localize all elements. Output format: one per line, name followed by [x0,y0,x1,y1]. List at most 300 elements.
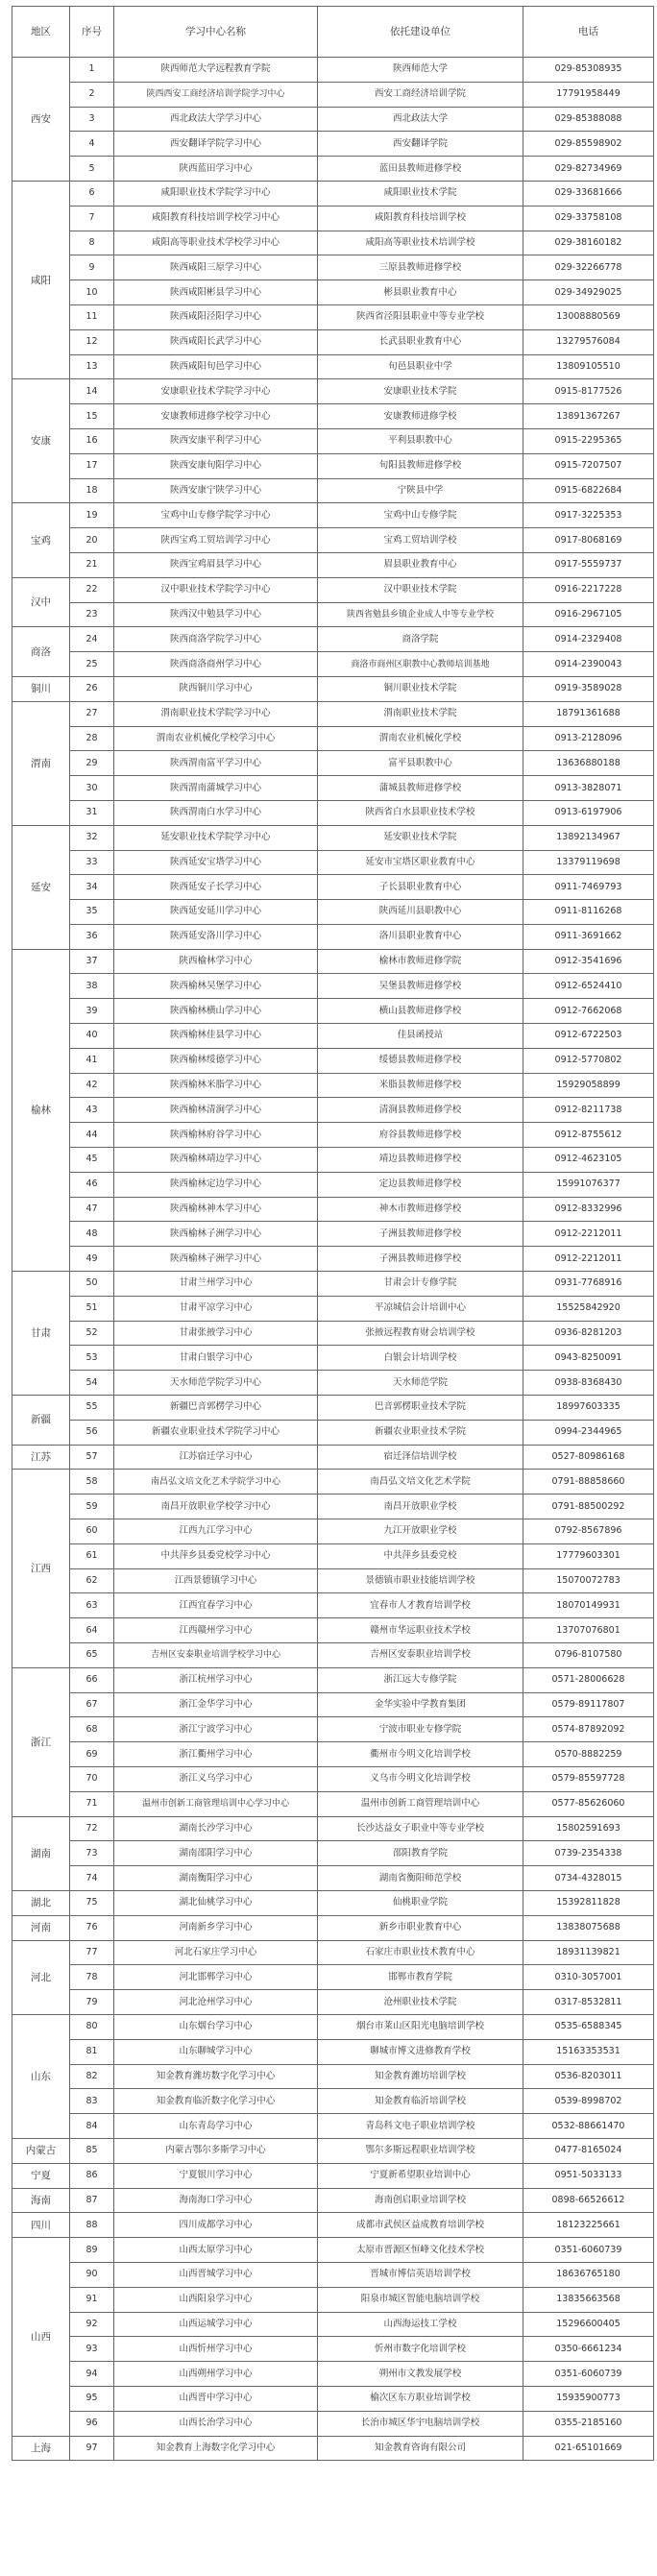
center-name: 陕西榆林绥德学习中心 [114,1048,318,1073]
row-number: 45 [70,1148,114,1173]
row-number: 58 [70,1470,114,1495]
phone-number: 0913-6197906 [523,800,654,825]
center-name: 陕西渭南富平学习中心 [114,751,318,776]
table-row [12,58,654,83]
phone-number: 0912-8332996 [523,1197,654,1222]
phone-number: 13835663568 [523,2287,654,2312]
host-unit: 吴堡县教师进修学校 [318,974,523,999]
host-unit: 渭南农业机械化学校 [318,726,523,751]
row-number: 50 [70,1272,114,1297]
phone-number: 13809105510 [523,354,654,379]
table-row [12,850,654,875]
row-number: 41 [70,1048,114,1073]
row-number: 76 [70,1915,114,1940]
row-number: 27 [70,701,114,726]
host-unit: 九江开放职业学校 [318,1519,523,1544]
host-unit: 仙桃职业学院 [318,1890,523,1915]
phone-number: 029-33758108 [523,206,654,231]
phone-number: 0912-8211738 [523,1098,654,1123]
table-row [12,701,654,726]
center-name: 陕西渭南蒲城学习中心 [114,776,318,801]
table-row [12,949,654,974]
phone-number: 0917-8068169 [523,528,654,553]
row-number: 63 [70,1593,114,1618]
center-name: 山西晋中学习中心 [114,2386,318,2411]
table-row [12,1568,654,1593]
row-number: 70 [70,1766,114,1791]
host-unit: 中共萍乡县委党校 [318,1543,523,1568]
row-number: 78 [70,1965,114,1990]
phone-number: 0915-8177526 [523,379,654,404]
row-number: 2 [70,82,114,107]
phone-number: 0577-85626060 [523,1791,654,1816]
table-row [12,1470,654,1495]
host-unit: 宜春市人才教育培训学校 [318,1593,523,1618]
region-cell: 延安 [12,825,70,949]
region-cell: 湖南 [12,1816,70,1890]
phone-number: 0916-2967105 [523,602,654,627]
row-number: 84 [70,2114,114,2139]
center-name: 陕西西安工商经济培训学院学习中心 [114,82,318,107]
row-number: 73 [70,1841,114,1866]
region-cell: 汉中 [12,577,70,627]
host-unit: 石家庄市职业技术教育中心 [318,1940,523,1965]
row-number: 52 [70,1321,114,1346]
phone-number: 0536-8203011 [523,2064,654,2089]
table-row [12,453,654,478]
row-number: 74 [70,1866,114,1891]
row-number: 72 [70,1816,114,1841]
table-row [12,1742,654,1767]
host-unit: 蓝田县教师进修学校 [318,157,523,182]
phone-number: 13891367267 [523,404,654,429]
host-unit: 忻州市数字化培训学校 [318,2337,523,2362]
host-unit: 晋城市博信英语培训学校 [318,2262,523,2287]
table-row [12,2138,654,2163]
center-name: 陕西咸阳长武学习中心 [114,329,318,354]
row-number: 83 [70,2089,114,2114]
table-row [12,1990,654,2015]
phone-number: 0539-8998702 [523,2089,654,2114]
center-name: 陕西商洛商州学习中心 [114,652,318,677]
host-unit: 府谷县教师进修学校 [318,1123,523,1148]
table-row [12,1073,654,1098]
phone-number: 0914-2329408 [523,627,654,652]
table-row [12,1445,654,1470]
center-name: 安康职业技术学院学习中心 [114,379,318,404]
row-number: 82 [70,2064,114,2089]
phone-number: 029-85388088 [523,107,654,132]
row-number: 90 [70,2262,114,2287]
phone-number: 15070072783 [523,1568,654,1593]
row-number: 5 [70,157,114,182]
center-name: 陕西汉中勉县学习中心 [114,602,318,627]
row-number: 77 [70,1940,114,1965]
phone-number: 15392811828 [523,1890,654,1915]
region-cell: 四川 [12,2213,70,2238]
host-unit: 巴音郭楞职业技术学院 [318,1396,523,1421]
host-unit: 知金教育潍坊培训学校 [318,2064,523,2089]
table-row [12,1148,654,1173]
table-row [12,2262,654,2287]
host-unit: 商洛市商州区职教中心教师培训基地 [318,652,523,677]
host-unit: 渭南职业技术学院 [318,701,523,726]
phone-number: 0317-8532811 [523,1990,654,2015]
row-number: 28 [70,726,114,751]
table-body [12,58,654,2461]
host-unit: 富平县职教中心 [318,751,523,776]
row-number: 19 [70,503,114,528]
row-number: 26 [70,676,114,701]
table-row [12,1593,654,1618]
phone-number: 0355-2185160 [523,2411,654,2436]
table-row [12,1816,654,1841]
table-row [12,974,654,999]
center-name: 知金教育上海数字化学习中心 [114,2436,318,2461]
region-cell: 上海 [12,2436,70,2461]
center-name: 山西朔州学习中心 [114,2362,318,2387]
row-number: 56 [70,1420,114,1445]
row-number: 13 [70,354,114,379]
host-unit: 成都市武侯区益成教育培训学校 [318,2213,523,2238]
phone-number: 17791958449 [523,82,654,107]
phone-number: 0796-8107580 [523,1643,654,1668]
phone-number: 0913-2128096 [523,726,654,751]
row-number: 17 [70,453,114,478]
phone-number: 0532-88661470 [523,2114,654,2139]
header-row [12,7,654,58]
center-name: 陕西安康平利学习中心 [114,428,318,453]
center-name: 山西太原学习中心 [114,2238,318,2263]
table-row [12,800,654,825]
host-unit: 榆林市教师进修学院 [318,949,523,974]
row-number: 44 [70,1123,114,1148]
center-name: 浙江宁波学习中心 [114,1717,318,1742]
host-unit: 义乌市今明文化培训学校 [318,1766,523,1791]
phone-number: 15935900773 [523,2386,654,2411]
host-unit: 白银会计培训学校 [318,1346,523,1371]
host-unit: 西安工商经济培训学院 [318,82,523,107]
row-number: 64 [70,1618,114,1643]
center-name: 江西赣州学习中心 [114,1618,318,1643]
phone-number: 0791-88500292 [523,1495,654,1519]
center-name: 山东青岛学习中心 [114,2114,318,2139]
center-name: 西安翻译学院学习中心 [114,132,318,157]
table-row [12,2287,654,2312]
row-number: 89 [70,2238,114,2263]
row-number: 55 [70,1396,114,1421]
host-unit: 吉州区安泰职业培训学校 [318,1643,523,1668]
table-row [12,329,654,354]
table-row [12,999,654,1024]
table-row [12,1915,654,1940]
host-unit: 知金教育咨询有限公司 [318,2436,523,2461]
row-number: 16 [70,428,114,453]
center-name: 陕西延安洛川学习中心 [114,924,318,949]
table-row [12,1123,654,1148]
host-unit: 子洲县教师进修学校 [318,1222,523,1247]
host-unit: 商洛学院 [318,627,523,652]
row-number: 20 [70,528,114,553]
row-number: 1 [70,58,114,83]
row-number: 49 [70,1247,114,1272]
row-number: 9 [70,255,114,280]
row-number: 35 [70,900,114,925]
table-row [12,231,654,255]
table-row [12,577,654,602]
host-unit: 赣州市华远职业技术学校 [318,1618,523,1643]
center-name: 陕西榆林子洲学习中心 [114,1222,318,1247]
center-name: 湖北仙桃学习中心 [114,1890,318,1915]
row-number: 46 [70,1172,114,1197]
phone-number: 0912-6722503 [523,1024,654,1049]
table-row [12,304,654,329]
center-name: 浙江金华学习中心 [114,1692,318,1717]
row-number: 6 [70,181,114,206]
host-unit: 横山县教师进修学校 [318,999,523,1024]
row-number: 36 [70,924,114,949]
center-name: 知金教育临沂数字化学习中心 [114,2089,318,2114]
host-unit: 湖南省衡阳师范学校 [318,1866,523,1891]
table-row [12,1222,654,1247]
table-row [12,1272,654,1297]
row-number: 95 [70,2386,114,2411]
phone-number: 13636880188 [523,751,654,776]
table-row [12,1321,654,1346]
region-cell: 江西 [12,1470,70,1667]
center-name: 新疆农业职业技术学院学习中心 [114,1420,318,1445]
region-cell: 山东 [12,2014,70,2138]
region-cell: 河北 [12,1940,70,2014]
phone-number: 0579-85597728 [523,1766,654,1791]
phone-number: 0912-7662068 [523,999,654,1024]
host-unit: 浙江远大专修学院 [318,1667,523,1692]
host-unit: 安康职业技术学院 [318,379,523,404]
host-unit: 温州市创新工商管理培训中心 [318,1791,523,1816]
host-unit: 彬县职业教育中心 [318,280,523,305]
center-name: 陕西蓝田学习中心 [114,157,318,182]
center-name: 安康教师进修学校学习中心 [114,404,318,429]
host-unit: 陕西师范大学 [318,58,523,83]
phone-number: 0898-66526612 [523,2188,654,2213]
table-row [12,924,654,949]
table-row [12,82,654,107]
host-unit: 宝鸡中山专修学院 [318,503,523,528]
host-unit: 山西海运技工学校 [318,2312,523,2337]
table-row [12,1296,654,1321]
phone-number: 029-34929025 [523,280,654,305]
center-name: 陕西榆林横山学习中心 [114,999,318,1024]
phone-number: 0913-3828071 [523,776,654,801]
table-row [12,1519,654,1544]
center-name: 温州市创新工商管理培训中心学习中心 [114,1791,318,1816]
center-name: 陕西咸阳旬邑学习中心 [114,354,318,379]
table-row [12,354,654,379]
host-unit: 子洲县教师进修学校 [318,1247,523,1272]
row-number: 43 [70,1098,114,1123]
phone-number: 029-33681666 [523,181,654,206]
host-unit: 景德镇市职业技能培训学校 [318,1568,523,1593]
phone-number: 029-85308935 [523,58,654,83]
region-cell: 甘肃 [12,1272,70,1396]
phone-number: 0915-6822684 [523,478,654,503]
row-number: 14 [70,379,114,404]
phone-number: 029-82734969 [523,157,654,182]
phone-number: 18070149931 [523,1593,654,1618]
center-name: 知金教育潍坊数字化学习中心 [114,2064,318,2089]
center-name: 宝鸡中山专修学院学习中心 [114,503,318,528]
table-row [12,2436,654,2461]
phone-number: 0917-3225353 [523,503,654,528]
phone-number: 18931139821 [523,1940,654,1965]
host-unit: 南昌开放职业学校 [318,1495,523,1519]
row-number: 7 [70,206,114,231]
host-unit: 甘肃会计专修学院 [318,1272,523,1297]
host-unit: 宁夏新希望职业培训中心 [318,2163,523,2188]
host-unit: 安康教师进修学校 [318,404,523,429]
table-row [12,1495,654,1519]
row-number: 91 [70,2287,114,2312]
row-number: 24 [70,627,114,652]
center-name: 天水师范学院学习中心 [114,1371,318,1396]
host-unit: 宿迁泽信培训学校 [318,1445,523,1470]
table-row [12,825,654,850]
row-number: 40 [70,1024,114,1049]
phone-number: 0915-2295365 [523,428,654,453]
host-unit: 延安市宝塔区职业教育中心 [318,850,523,875]
table-row [12,875,654,900]
row-number: 21 [70,552,114,577]
host-unit: 衢州市今明文化培训学校 [318,1742,523,1767]
phone-number: 0912-2212011 [523,1222,654,1247]
host-unit: 新疆农业职业技术学院 [318,1420,523,1445]
host-unit: 陕西省勉县乡镇企业成人中等专业学校 [318,602,523,627]
region-cell: 宝鸡 [12,503,70,577]
center-name: 陕西榆林府谷学习中心 [114,1123,318,1148]
host-unit: 张掖远程教育财会培训学校 [318,1321,523,1346]
region-cell: 山西 [12,2238,70,2436]
header-center: 学习中心名称 [114,7,318,58]
phone-number: 0571-28006628 [523,1667,654,1692]
host-unit: 子长县职业教育中心 [318,875,523,900]
phone-number: 13707076801 [523,1618,654,1643]
row-number: 11 [70,304,114,329]
phone-number: 13279576084 [523,329,654,354]
host-unit: 眉县职业教育中心 [318,552,523,577]
center-name: 山西晋城学习中心 [114,2262,318,2287]
center-name: 陕西安康宁陕学习中心 [114,478,318,503]
table-row [12,379,654,404]
table-row [12,1643,654,1668]
phone-number: 029-85598902 [523,132,654,157]
table-row [12,428,654,453]
table-row [12,2213,654,2238]
table-row [12,1396,654,1421]
phone-number: 0917-5559737 [523,552,654,577]
table-row [12,1048,654,1073]
table-row [12,1346,654,1371]
row-number: 79 [70,1990,114,2015]
phone-number: 0579-89117807 [523,1692,654,1717]
phone-number: 0915-7207507 [523,453,654,478]
region-cell: 渭南 [12,701,70,825]
host-unit: 南昌弘文培文化艺术学院 [318,1470,523,1495]
phone-number: 18997603335 [523,1396,654,1421]
row-number: 71 [70,1791,114,1816]
host-unit: 米脂县教师进修学校 [318,1073,523,1098]
phone-number: 18123225661 [523,2213,654,2238]
region-cell: 宁夏 [12,2163,70,2188]
row-number: 42 [70,1073,114,1098]
row-number: 68 [70,1717,114,1742]
phone-number: 0351-6060739 [523,2238,654,2263]
center-name: 渭南农业机械化学校学习中心 [114,726,318,751]
center-name: 河北邯郸学习中心 [114,1965,318,1990]
table-row [12,1197,654,1222]
table-row [12,2114,654,2139]
host-unit: 陕西省泾阳县职业中等专业学校 [318,304,523,329]
phone-number: 0919-3589028 [523,676,654,701]
host-unit: 西北政法大学 [318,107,523,132]
table-row [12,404,654,429]
host-unit: 榆次区东方职业培训学校 [318,2386,523,2411]
phone-number: 0310-3057001 [523,1965,654,1990]
center-name: 陕西延安子长学习中心 [114,875,318,900]
table-row [12,2039,654,2064]
table-row [12,1667,654,1692]
host-unit: 陕西延川县职教中心 [318,900,523,925]
table-row [12,726,654,751]
phone-number: 17779603301 [523,1543,654,1568]
phone-number: 0916-2217228 [523,577,654,602]
phone-number: 0351-6060739 [523,2362,654,2387]
row-number: 81 [70,2039,114,2064]
host-unit: 长沙达益女子职业中等专业学校 [318,1816,523,1841]
host-unit: 旬邑县职业中学 [318,354,523,379]
host-unit: 宁波市职业专修学院 [318,1717,523,1742]
row-number: 75 [70,1890,114,1915]
row-number: 29 [70,751,114,776]
host-unit: 陕西省白水县职业技术学校 [318,800,523,825]
table-row [12,1024,654,1049]
table-row [12,2188,654,2213]
table-row [12,1766,654,1791]
center-name: 陕西安康旬阳学习中心 [114,453,318,478]
header-unit: 依托建设单位 [318,7,523,58]
row-number: 15 [70,404,114,429]
table-row [12,2163,654,2188]
region-cell: 商洛 [12,627,70,677]
host-unit: 新乡市职业教育中心 [318,1915,523,1940]
center-name: 陕西师范大学远程教育学院 [114,58,318,83]
region-cell: 浙江 [12,1667,70,1816]
center-name: 海南海口学习中心 [114,2188,318,2213]
host-unit: 咸阳教育科技培训学校 [318,206,523,231]
phone-number: 18791361688 [523,701,654,726]
row-number: 85 [70,2138,114,2163]
center-name: 山西忻州学习中心 [114,2337,318,2362]
center-name: 南昌弘文培文化艺术学院学习中心 [114,1470,318,1495]
center-name: 内蒙古鄂尔多斯学习中心 [114,2138,318,2163]
table-row [12,2238,654,2263]
host-unit: 定边县教师进修学校 [318,1172,523,1197]
phone-number: 0912-5770802 [523,1048,654,1073]
host-unit: 太原市晋源区恒峰文化技术学校 [318,2238,523,2263]
phone-number: 15296600405 [523,2312,654,2337]
phone-number: 0791-88858660 [523,1470,654,1495]
center-name: 陕西榆林佳县学习中心 [114,1024,318,1049]
center-name: 陕西榆林定边学习中心 [114,1172,318,1197]
